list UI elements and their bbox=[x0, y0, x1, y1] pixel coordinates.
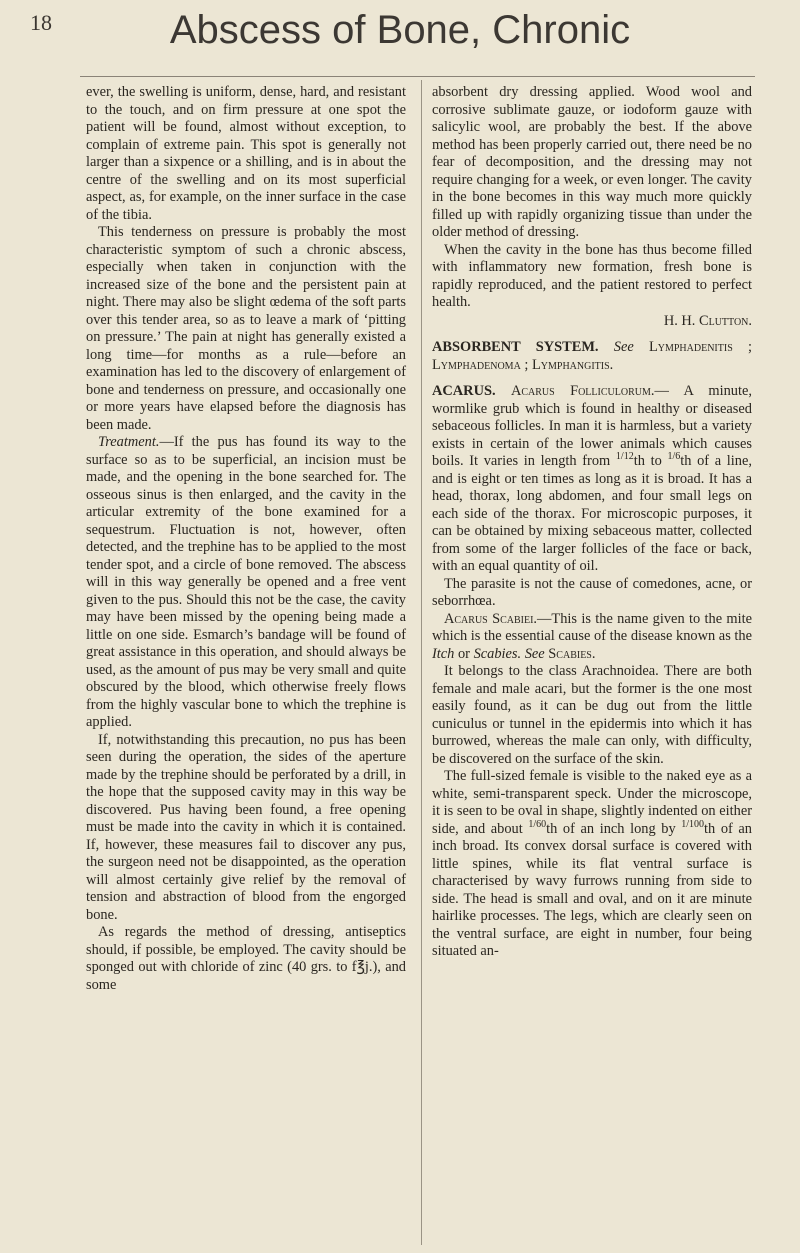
entry-text: th to bbox=[633, 453, 668, 469]
see-label: See bbox=[521, 645, 549, 662]
headword: ABSORBENT SYSTEM. bbox=[432, 339, 599, 355]
see-label: See bbox=[613, 339, 634, 355]
paragraph: The parasite is not the cause of comedones, acne, or seborrhœa. bbox=[432, 575, 752, 609]
paragraph: If, notwithstanding this precaution, no pus has been seen during the operation, the sides of the aperture made by the trephine should be perforated by a drill, in the hope that the supposed cavity may in this way be discovered. Pus having been found, a free opening must be made into the cavity in which it is contained. If, however, these measures fail to discover any pus, the surgeon need not be disappointed, as the operation will almost certainly give relief by the removal of tension and abstraction of blood from the engorged bone. bbox=[86, 731, 406, 923]
paragraph: When the cavity in the bone has thus become filled with inflammatory new formation, fresh bone is rapidly reproduced, and the patient restored to perfect health. bbox=[432, 241, 752, 310]
fraction: 1/100 bbox=[681, 818, 705, 830]
fraction: 1/6 bbox=[667, 451, 681, 463]
subhead: Acarus Scabiei. bbox=[444, 610, 538, 627]
cross-references: Lymphadenitis ; Lymphadenoma ; Lymphangitis. bbox=[432, 339, 752, 373]
entry-text: or bbox=[454, 645, 474, 662]
paragraph: This tenderness on pressure is probably the most characteristic symptom of such a chronic abscess, especially when taken in conjunction with the increased size of the bone and the persistent pain at night. There may also be slight œdema of the soft parts over this tender area, so as to leave a mark of ‘pitting on pressure.’ The pain at night has generally existed a long time—for months as a rule—before an examination has led to the discovery of enlargement of bone and tenderness on pressure, and occasionally one or more years have elapsed before the diagnosis has been made. bbox=[86, 224, 406, 433]
term-scabies: Scabies. bbox=[473, 645, 522, 662]
page-number: 18 bbox=[30, 10, 52, 35]
paragraph: absorbent dry dressing applied. Wood wool and corrosive sublimate gauze, or iodoform gauze with salicylic wool, are probably the best. If the above method has been properly carried out, there need be no fear of decomposition, and the dressing may not require changing for a week, or even longer. The cavity in the bone becomes in this way much more quickly filled up with rapidly organizing tissue than under the older method of dressing. bbox=[432, 84, 752, 240]
column-divider bbox=[421, 80, 422, 1245]
paragraph: ever, the swelling is uniform, dense, hard, and resistant to the touch, and on firm pressure at one spot the patient will be found, almost without exception, to complain of extreme pain. This spot is generally not larger than a sixpence or a shilling, and is in about the centre of the swelling and on its most superficial aspect, as, for example, on the inner surface in the case of the tibia. bbox=[86, 84, 406, 223]
headword: ACARUS. bbox=[432, 383, 496, 399]
paragraph-text: —If the pus has found its way to the surface so as to be superficial, an incision must be made, and the opening in the bone searched for. The osseous sinus is then enlarged, and the cavity in the articular extremity of the bone examined for a sequestrum. Fluctuation is not, however, often detected, and the trephine has to be applied to the most tender spot, and a circle of bone removed. The abscess will in this way generally be opened and a free vent given to the pus. Should this not be the case, the cavity may have been missed by the opening being made a little on one side. Esmarch’s bandage will be found of great assistance in this operation, and should always be used, as the amount of pus may be very small and quite obscured by the blood, which otherwise freely flows from the highly vascular bone to which the trephine is applied. bbox=[86, 434, 406, 730]
paragraph: It belongs to the class Arachnoidea. There are both female and male acari, but the former is the one most easily found, as it can be dug out from the little cuniculus or tunnel in the epidermis into which it has burrowed, whereas the male can only, with difficulty, be discovered on the surface of the skin. bbox=[432, 663, 752, 767]
paragraph: As regards the method of dressing, antiseptics should, if possible, be employed. The cavity should be sponged out with chloride of zinc (40 grs. to f℥j.), and some bbox=[86, 924, 406, 993]
subhead: Acarus Folliculorum. bbox=[510, 383, 655, 399]
term-itch: Itch bbox=[432, 645, 455, 662]
left-column bbox=[86, 84, 406, 994]
entry-text: The full-sized female is visible to the naked eye as a white, semi-transparent speck. Under the microscope, it is seen to be oval in shape, slightly indented on either side, and about bbox=[432, 768, 752, 837]
cross-reference: Scabies. bbox=[548, 645, 596, 662]
entry-acarus bbox=[432, 383, 752, 576]
entry-text: th of an inch long by bbox=[546, 820, 682, 837]
paragraph bbox=[432, 611, 752, 664]
section-label-treatment: Treatment. bbox=[98, 434, 160, 450]
entry-text: — A minute, wormlike grub which is found in healthy or diseased sebaceous follicles. In man it is harmless, but a variety exists in certain of the lower animals which causes boils. It varies in length from bbox=[432, 383, 752, 469]
fraction: 1/60 bbox=[528, 818, 547, 830]
author-signature: H. H. Clutton. bbox=[663, 312, 752, 329]
running-title: Abscess of Bone, Chronic bbox=[169, 8, 631, 52]
entry-text: th of an inch broad. Its convex dorsal surface is covered with little spines, while its flat ventral surface is characterised by wavy furrows running from side to side. The head is small and oval, and on it are minute hairlike processes. The legs, which are clearly seen on the ventral surface, are eight in number, four being situated an- bbox=[432, 820, 752, 959]
right-column bbox=[432, 84, 752, 961]
entry-absorbent-system bbox=[432, 339, 752, 374]
paragraph bbox=[432, 768, 752, 961]
entry-text: —This is the name given to the mite which is the essential cause of the disease known as the bbox=[432, 610, 752, 644]
entry-text: th of a line, and is eight or ten times as long as it is broad. It has a head, thorax, long abdomen, and four small legs on each side of the thorax. For microscopic purposes, it can be obtained by mixing sebaceous matter, collected from some of the larger follicles of the face or back, with an equal quantity of oil. bbox=[432, 453, 752, 574]
header-rule bbox=[80, 76, 755, 77]
paragraph bbox=[86, 434, 406, 732]
fraction: 1/12 bbox=[615, 451, 634, 463]
